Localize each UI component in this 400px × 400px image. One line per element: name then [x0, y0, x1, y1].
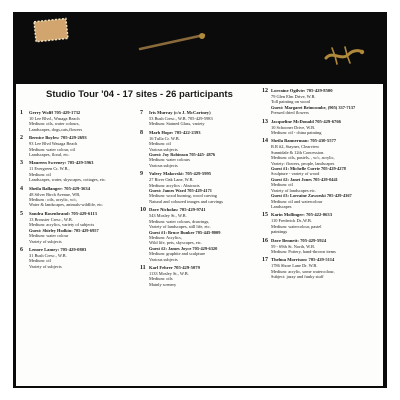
guest-name: Guest #1: Bruce Bunker: [149, 229, 196, 235]
guest-name: Guest #2: Janet Jones: [271, 176, 313, 182]
participant-detail: Medium: oils, water colours,: [29, 121, 80, 127]
participant-phone: 705-429-5924: [300, 237, 327, 243]
guest-detail: Variety of subjects: [29, 238, 62, 244]
participant-phone: 705-429-0803: [60, 246, 87, 252]
guest-detail: Pressed dried flowers: [271, 110, 309, 116]
participant-entry: [20, 160, 140, 182]
participant-detail: Subject: jazzy and funky stuff: [271, 274, 324, 280]
participants-column-3: [262, 88, 382, 283]
participant-detail: Medium: Stained Glass, variety: [149, 121, 205, 127]
guest-phone: 705-429-4367: [326, 193, 352, 199]
participant-number: 2: [20, 135, 23, 142]
participant-detail: Medium: acrylic, some watercolour,: [271, 268, 335, 274]
participant-entry: [262, 238, 382, 255]
participant-number: 14: [262, 138, 268, 145]
guest-detail: Medium: water colour: [29, 233, 69, 239]
participant-phone: 705-429-8500: [306, 88, 333, 93]
participant-detail: 48 Silver Birch Avenue, WB,: [29, 191, 81, 197]
participant-detail: Medium: oil - china painting: [271, 130, 322, 136]
participant-detail: 543 Mosley St., W.B.: [149, 213, 187, 219]
guest-phone: (905) 337-7137: [327, 104, 356, 110]
participant-number: 13: [262, 118, 268, 125]
participant-detail: 31 Bush Cresc., W.B.: [29, 252, 67, 258]
participant-number: 7: [140, 110, 143, 116]
participant-entry: [140, 130, 260, 168]
participant-phone: 705-429-3634: [63, 185, 90, 191]
guest-detail: Landscapes: [271, 203, 292, 209]
participant-name: Lorraine Ogilvie:: [271, 88, 307, 93]
gecko-decoration: [323, 42, 365, 73]
participant-entry: [20, 247, 140, 269]
participant-name: Jacqueline McDonald: [271, 118, 315, 124]
participant-number: 3: [20, 160, 23, 167]
guest-detail: Medium: oil and watercolour: [271, 198, 323, 204]
participant-phone: 705-422-0633: [305, 212, 332, 218]
participant-detail: Various subjects: [149, 146, 178, 152]
participant-number: 16: [262, 237, 268, 244]
participant-detail: Medium: acrylics : Abstracts: [149, 182, 200, 188]
participant-entry: [262, 212, 382, 234]
guest-name: Guest: Joy Robinson: [149, 152, 190, 158]
participant-phone: 705-422-2393: [174, 129, 201, 135]
participant-name: Sheila Bannerman:: [271, 138, 311, 144]
participant-number: 11: [140, 264, 146, 271]
guest-name: Guest #2: James Joyce: [149, 245, 193, 251]
participant-detail: 10 Schooner Drive, W.B.: [271, 124, 316, 130]
participant-name: Marh Hope:: [149, 129, 175, 135]
participant-detail: Medium: water colours, drawings,: [149, 218, 210, 224]
participant-number: 5: [20, 210, 23, 217]
participant-phone: 705-429-1732: [54, 110, 81, 115]
participant-entry: [140, 265, 260, 287]
guest-detail: Medium: water colours: [149, 157, 190, 163]
guest-name: Guest #1: Michelle Currie: [271, 166, 321, 172]
participant-detail: 53 Bush Cresc., W.B. 705-429-5983: [149, 116, 213, 121]
participant-number: 1: [20, 110, 23, 116]
page-title: Studio Tour '04 - 17 sites - 26 participants: [46, 89, 233, 100]
participant-name: Gerry Wolff: [29, 110, 55, 115]
participant-number: 4: [20, 185, 23, 192]
participant-entry: [140, 110, 260, 127]
guest-detail: Natural and coloured images and carvings: [149, 198, 224, 204]
participant-entry: [262, 138, 382, 209]
guest-phone: 705-429-4171: [187, 188, 212, 194]
participant-number: 17: [262, 257, 268, 264]
participant-detail: 13 Brouster Cresc., W.B.: [29, 216, 73, 222]
guest-name: Guest: James Ward: [149, 188, 188, 194]
participant-detail: Landscapes, water, skyscapes, cottages, etc.: [29, 177, 106, 183]
participant-phone: 705-430-5577: [310, 138, 337, 144]
participant-detail: Medium: water colour, oil: [29, 146, 75, 152]
participant-detail: Mainly scenery: [149, 281, 177, 287]
participant-detail: Medium: watercolour, pastel: [271, 223, 322, 229]
participant-phone: 705-429-5995: [185, 171, 212, 177]
participant-detail: Medium: acrylics, variety of subjects: [29, 222, 95, 228]
guest-name: Guest: Margaret Brimcombe,: [271, 104, 328, 110]
participant-detail: 11 Evergreen Cr. W.B.,: [29, 166, 70, 172]
participant-number: 10: [140, 207, 146, 214]
participant-phone: 705-429-5963: [67, 160, 94, 166]
participant-number: 12: [262, 88, 268, 94]
participant-entry: [20, 135, 140, 157]
guest-phone: 705-445- 4876: [189, 152, 216, 158]
participant-detail: Medium: oils: [149, 276, 173, 282]
participant-name: Karl Fehrer: [149, 264, 174, 270]
participant-phone: 705-429-9741: [179, 207, 206, 213]
participant-detail: Landscapes, dogs,cats,flowers: [29, 126, 83, 132]
participant-detail: 16 Tulla Cr. W.B.: [149, 135, 180, 141]
participant-number: 15: [262, 212, 268, 219]
participant-phone: 705-429-6113: [71, 210, 97, 216]
participant-name: Karin Mollinger:: [271, 212, 306, 218]
guest-detail: Sculpture - variety of wood: [271, 171, 320, 177]
participant-detail: Medium: oil: [149, 141, 171, 147]
participant-detail: 1133 Mosley St., W.B.: [149, 270, 189, 276]
guest-detail: Medium: Acrylics,: [149, 234, 182, 240]
participant-detail: Sunnidale & 12th Concession.: [271, 149, 325, 155]
stamp-decoration: [33, 16, 71, 51]
participant-detail: Landscapes, floral, etc.: [29, 152, 70, 158]
participant-phone: 705-429-2693: [60, 135, 87, 141]
participant-detail: 10 Lee Blvd., Wasaga Beach: [29, 116, 80, 121]
participant-detail: 110 Frederick Dr.,W.B.: [271, 218, 312, 224]
participant-name: Sandra Rosenbrand:: [29, 210, 72, 216]
participant-entry: [20, 211, 140, 244]
participant-name: Iris Murray (c/o J. McCartney): [149, 110, 211, 115]
participant-entry: [262, 88, 382, 116]
guest-detail: Medium: graphite and sculpture: [149, 251, 206, 257]
participant-name: Dave Nicholas:: [149, 207, 180, 213]
guest-detail: Medium: wood burning, wood carving: [149, 193, 217, 199]
guest-detail: Various subjects: [149, 162, 178, 168]
participant-detail: Medium: oils, pastels, , w/c, acrylic,: [271, 155, 335, 161]
participant-detail: Medium: oil: [29, 171, 51, 177]
participant-name: Maureen Sweeney:: [29, 160, 68, 166]
participant-name: Bernice Boyles:: [29, 135, 61, 141]
participant-detail: Variety of subjects: [29, 263, 62, 269]
participant-entry: [20, 110, 140, 132]
participant-panel: [16, 84, 383, 386]
participant-phone: 705-429-5114: [308, 257, 335, 263]
participant-entry: [20, 186, 140, 208]
guest-detail: Medium: oil: [271, 182, 293, 188]
participant-detail: R.R #2, Stayner, Clearview: [271, 144, 320, 150]
participant-name: Lenore Lamey:: [29, 246, 61, 252]
participant-detail: 1786 Shore Lane Dr. W.B.: [271, 263, 318, 269]
guest-phone: 705-429-6320: [192, 245, 218, 251]
participants-column-1: [20, 110, 140, 272]
participant-entry: [140, 207, 260, 262]
participant-detail: 59 - 69th St. North, W.B.: [271, 243, 316, 249]
participant-entry: [262, 257, 382, 279]
participant-entry: [262, 119, 382, 136]
participant-number: 8: [140, 129, 143, 136]
participant-number: 9: [140, 171, 143, 178]
participant-name: Dave Bennett:: [271, 237, 301, 243]
pin-decoration: [138, 32, 208, 57]
participant-detail: Toll painting on wood: [271, 99, 310, 105]
guest-phone: 705-445-8009: [195, 229, 221, 235]
participant-detail: Medium : oils, acrylic, w/c,: [29, 197, 78, 203]
participant-detail: 93 Lee Blvd Wasaga Beach: [29, 141, 78, 147]
guest-name: Guest: Shirley Hodkin:: [29, 227, 74, 233]
participant-detail: Medium: Pottery, hand-thrown items: [271, 248, 336, 254]
participant-number: 6: [20, 246, 23, 253]
participant-detail: Variety: flowers, people, landscapes: [271, 160, 335, 166]
participant-detail: Water & landscapes, animals-wildlife, etc.: [29, 202, 104, 208]
guest-detail: Various subjects: [149, 256, 178, 262]
guest-name: Guest #3: Lorraine Zawoeski: [271, 193, 327, 199]
guest-phone: 705-429-0441: [312, 176, 338, 182]
participant-phone: 705-429-6766: [314, 118, 341, 124]
participant-entry: [140, 171, 260, 204]
participant-phone: 705-429-5079: [173, 264, 200, 270]
participant-name: Valery Makovski:: [149, 171, 186, 177]
guest-detail: Variety of landscapes etc.: [271, 187, 316, 193]
participant-detail: 79 Glen Elm Drive, W.B.: [271, 94, 316, 99]
participant-name: Sheila Ballanger:: [29, 185, 64, 191]
guest-detail: Wild life, pets, skyscapes, etc.: [149, 240, 202, 246]
participants-column-2: [140, 110, 260, 290]
participant-detail: Variety of landscapes, still life, etc.: [149, 224, 211, 230]
participant-detail: paintings: [271, 229, 288, 235]
participant-detail: Medium: oil: [29, 258, 51, 264]
guest-phone: 705-429-6957: [73, 227, 99, 233]
participant-name: Thelma Morrison:: [271, 257, 309, 263]
participant-detail: 27 River Oak Lane, W.B.: [149, 177, 194, 183]
guest-phone: 705-429-4278: [321, 166, 346, 172]
